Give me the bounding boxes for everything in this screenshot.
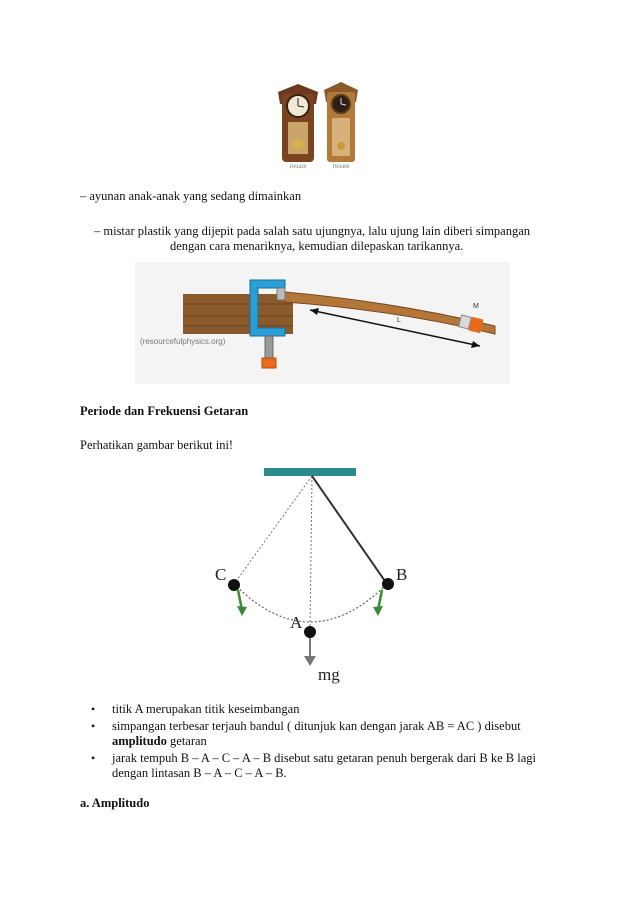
- clock-right: [324, 82, 358, 170]
- section-heading-period: Periode dan Frekuensi Getaran: [80, 404, 249, 418]
- pendulum-support: [264, 468, 356, 476]
- ruler-example-line-cont: dengan cara menariknya, kemudian dilepaskan tarikannya.: [170, 239, 464, 253]
- list-item: • titik A merupakan titik keseimbangan: [91, 702, 300, 716]
- clock-right-label: IW4400: [332, 165, 350, 170]
- ruler-example-line: – mistar plastik yang dijepit pada salah satu ujungnya, lalu ujung lain diberi simpangan: [94, 224, 531, 238]
- image-credit: (resourcefulphysics.org): [140, 337, 226, 346]
- intro-text: Perhatikan gambar berikut ini!: [80, 438, 234, 452]
- section-heading-amplitude: a. Amplitudo: [80, 796, 150, 810]
- swing-example-line: – ayunan anak-anak yang sedang dimainkan: [80, 189, 302, 203]
- bob-c: [228, 579, 240, 591]
- clock-left-label: IW4420: [289, 165, 307, 170]
- pendulum-clocks-image: [268, 82, 368, 172]
- pendulum-facts-list: [82, 702, 582, 783]
- label-c: C: [215, 565, 227, 584]
- clamped-ruler-diagram: [135, 262, 510, 384]
- pendulum-diagram: [200, 460, 440, 690]
- label-a: A: [290, 613, 303, 632]
- bob-b: [382, 578, 394, 590]
- length-label: L: [397, 317, 401, 324]
- clock-left: [278, 84, 318, 170]
- bob-a: [304, 626, 316, 638]
- label-mg: mg: [318, 665, 340, 684]
- mass-label: M: [473, 303, 479, 310]
- list-item: • jarak tempuh B – A – C – A – B disebut satu getaran penuh bergerak dari B ke B lagi dengan lintasan B – A – C – A – B.: [91, 751, 536, 780]
- list-item: • simpangan terbesar terjauh bandul ( ditunjuk kan dengan jarak AB = AC ) disebut amplitudo getaran: [91, 719, 521, 748]
- label-b: B: [396, 565, 408, 584]
